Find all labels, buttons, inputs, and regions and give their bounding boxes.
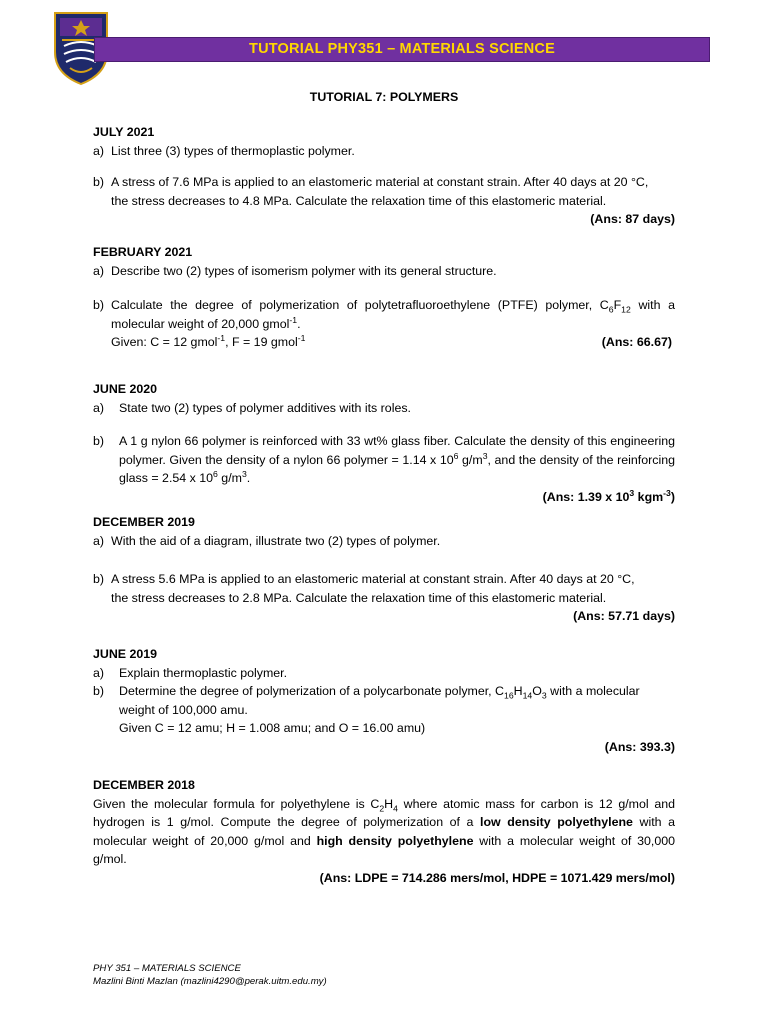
footer-course: PHY 351 – MATERIALS SCIENCE: [93, 963, 241, 974]
banner-title: TUTORIAL PHY351 – MATERIALS SCIENCE: [249, 40, 555, 57]
question-a: [93, 142, 675, 161]
question-a: [93, 532, 675, 551]
question-text: Describe two (2) types of isomerism polymer with its general structure.: [111, 263, 497, 278]
question-label: a): [93, 533, 105, 548]
question-label: a): [93, 665, 105, 680]
question-a: [93, 262, 675, 281]
given-values: [93, 333, 675, 352]
section-july-2021: [93, 123, 675, 160]
header-banner: [94, 37, 710, 62]
question-text: State two (2) types of polymer additives with its roles.: [119, 400, 411, 415]
section-june-2019: [93, 645, 675, 757]
section-december-2018: [93, 776, 675, 888]
question-text: With the aid of a diagram, illustrate two (2) types of polymer.: [111, 533, 441, 548]
question-text-line1: A stress of 7.6 MPa is applied to an elastomeric material at constant strain. After 40 days at 20 °C,: [111, 175, 649, 189]
question-label: b): [93, 434, 105, 448]
section-heading: JUNE 2020: [93, 382, 158, 396]
question-text-line2: the stress decreases to 4.8 MPa. Calculate the relaxation time of this elastomeric material.: [111, 193, 607, 208]
question-label: a): [93, 143, 105, 158]
tutorial-title: TUTORIAL 7: POLYMERS: [309, 90, 459, 104]
question-b: [93, 682, 675, 719]
question-label: a): [93, 263, 105, 278]
footer-author: Mazlini Binti Mazlan (mazlini4290@perak.uitm.edu.my): [93, 975, 327, 987]
question-text-line1: A stress 5.6 MPa is applied to an elastomeric material at constant strain. After 40 days at 20 °C,: [111, 572, 635, 586]
answer: (Ans: 87 days): [590, 212, 675, 227]
question-a: [93, 664, 675, 683]
section-december-2019: [93, 513, 675, 550]
question-text-line2: the stress decreases to 2.8 MPa. Calculate the relaxation time of this elastomeric material.: [111, 590, 607, 605]
question-b: [93, 570, 675, 626]
question-text: Calculate the degree of polymerization of polytetrafluoroethylene (PTFE) polymer, $C_6F_{12}$ with a molecular weight of 20,000 gmol$^{-1}$.: [111, 298, 676, 331]
section-february-2021: [93, 243, 675, 280]
question-text: List three (3) types of thermoplastic polymer.: [111, 143, 355, 158]
given-values: Given C = 12 amu; H = 1.008 amu; and O = 16.00 amu): [119, 721, 426, 736]
section-heading: JULY 2021: [93, 125, 155, 139]
question-label: b): [93, 572, 105, 586]
section-heading: FEBRUARY 2021: [93, 245, 193, 259]
question-label: b): [93, 175, 105, 189]
answer: (Ans: 57.71 days): [573, 609, 675, 624]
question-a: [93, 399, 675, 418]
question-b: [93, 432, 675, 506]
question-text: Explain thermoplastic polymer.: [119, 665, 288, 680]
question-text: Given the molecular formula for polyethylene is $C_2H_4$ where atomic mass for carbon is 12 g/mol and hydrogen is 1 g/mol. Compute the degree of polymerization of a low density polyethylene with a molecular weight of 20,000 g/mol and high density polyethylene with a molecular weight of 30,000 g/mol.: [93, 796, 676, 867]
answer: (Ans: 66.67): [601, 335, 672, 350]
given-text: Given: C = 12 gmol$^{-1}$, F = 19 gmol$^{-1}$: [111, 333, 306, 350]
page-footer: [93, 963, 327, 989]
section-heading: DECEMBER 2018: [93, 778, 195, 792]
question-text: A 1 g nylon 66 polymer is reinforced with 33 wt% glass fiber. Calculate the density of this engineering polymer. Given the density of a nylon 66 polymer = 1.14 x $10^6$ $g/m^3$, and the density of the reinforcing glass = 2.54 x $10^6$ $g/m^3$.: [119, 434, 675, 486]
question-label: b): [93, 684, 105, 699]
answer: (Ans: 1.39 x $10^3$ kgm$^{-3}$): [542, 487, 675, 504]
section-heading: DECEMBER 2019: [93, 515, 195, 529]
question-text: Determine the degree of polymerization of a polycarbonate polymer, $C_{16}H_{14}O_3$ with a molecular weight of 100,000 amu.: [119, 684, 640, 717]
question-b: [93, 173, 675, 229]
question-label: a): [93, 400, 105, 415]
section-heading: JUNE 2019: [93, 647, 158, 661]
question-label: b): [93, 298, 105, 312]
answer: (Ans: LDPE = 714.286 mers/mol, HDPE = 1071.429 mers/mol): [319, 871, 675, 886]
question-b: [93, 296, 675, 352]
answer: (Ans: 393.3): [604, 740, 675, 755]
section-june-2020: [93, 380, 675, 417]
